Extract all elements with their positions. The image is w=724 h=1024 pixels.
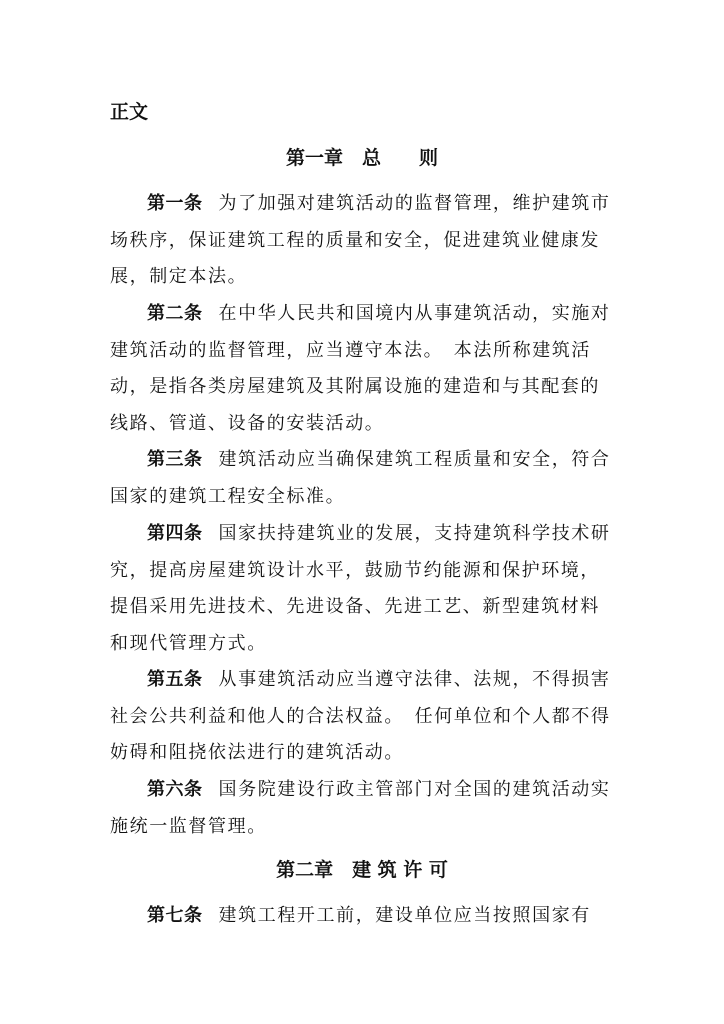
article-number: 第二条 [147,303,203,324]
article-text: 国家扶持建筑业的发展，支持建筑科学技术研究，提高房屋建筑设计水平，鼓励节约能源和保护环境，提倡采用先进技术、先进设备、先进工艺、新型建筑材料和现代管理方式。 [110,523,611,654]
chapter-1-title: 第一章 总 则 [285,147,438,169]
article-7 [110,898,615,935]
article-number: 第四条 [147,523,203,544]
article-text: 在中华人民共和国境内从事建筑活动，实施对建筑活动的监督管理，应当遵守本法。 本法所称建筑活动，是指各类房屋建筑及其附属设施的建造和与其配套的线路、管道、设备的安装活动。 [110,303,611,434]
article-5 [110,662,615,772]
article-number: 第五条 [147,669,203,690]
article-text: 为了加强对建筑活动的监督管理，维护建筑市场秩序，保证建筑工程的质量和安全，促进建筑业健康发展，制定本法。 [110,193,611,287]
article-text: 国务院建设行政主管部门对全国的建筑活动实施统一监督管理。 [110,779,611,837]
article-number: 第三条 [147,449,203,470]
article-text: 从事建筑活动应当遵守法律、法规，不得损害社会公共利益和他人的合法权益。 任何单位和个人都不得妨碍和阻挠依法进行的建筑活动。 [110,669,611,763]
article-text: 建筑工程开工前，建设单位应当按照国家有 [218,905,591,926]
article-1 [110,186,615,296]
chapter-2-title: 第二章 建 筑 许 可 [276,859,448,881]
article-number: 第七条 [147,905,203,926]
article-2 [110,296,615,442]
article-number: 第六条 [147,779,203,800]
article-4 [110,516,615,662]
article-text: 建筑活动应当确保建筑工程质量和安全，符合国家的建筑工程安全标准。 [110,449,611,507]
article-number: 第一条 [147,193,203,214]
article-6 [110,772,615,845]
section-label: 正文 [110,101,149,123]
article-3 [110,442,615,515]
